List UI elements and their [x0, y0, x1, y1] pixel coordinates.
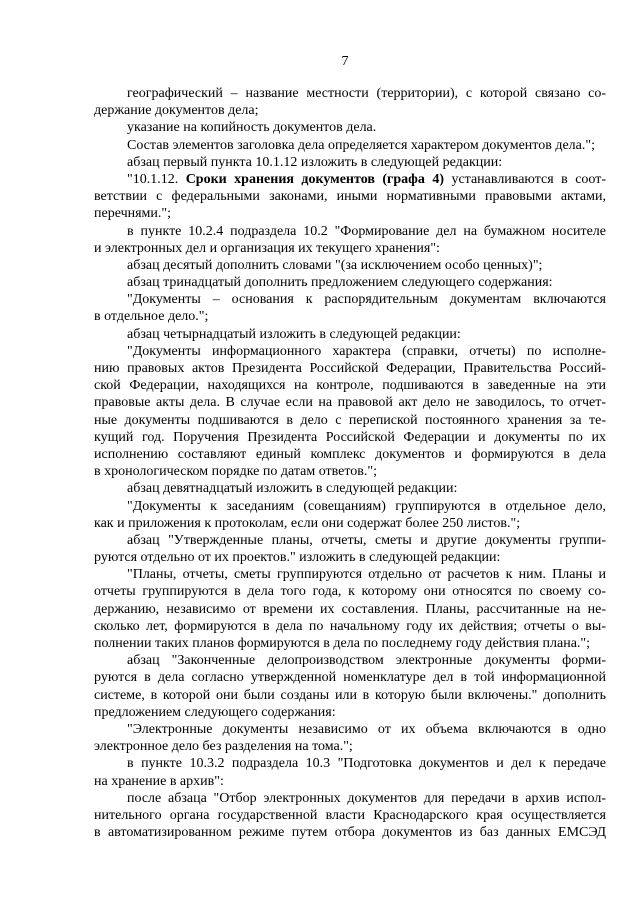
- paragraph: [94, 274, 606, 291]
- text-line: в автоматизированном режиме путем отбора документов из баз данных ЕМСЭД: [94, 825, 606, 841]
- paragraph: [94, 154, 606, 171]
- text-line: ные документы подшиваются в дело с перепиской постоянного хранения за те-: [94, 412, 606, 428]
- text-line: ветствии с федеральными законами, иными нормативными правовыми актами,: [94, 189, 606, 205]
- text-line: абзац "Утвержденные планы, отчеты, сметы и другие документы группи-: [127, 532, 606, 548]
- paragraph: [94, 171, 606, 223]
- paragraph: [94, 137, 606, 154]
- paragraph: [94, 119, 606, 136]
- paragraph: [94, 291, 606, 325]
- text-line: системе, в которой они были созданы или в которую были включены." дополнить: [94, 687, 606, 703]
- paragraph: [94, 498, 606, 532]
- paragraph: [94, 85, 606, 119]
- text-line: отчеты группируются в дела того года, к которому они относятся по своему со-: [94, 584, 606, 600]
- text-line: на хранение в архив":: [94, 773, 224, 789]
- text-line: правовые акты дела. В случае если на правовой акт дело не заводилось, то отчет-: [94, 395, 606, 411]
- paragraph: [94, 223, 606, 257]
- text-line: руются отдельно от их проектов." изложить в следующей редакции:: [94, 550, 501, 566]
- text-line: полнении таких планов формируются в дела по последнему году действия плана.";: [94, 636, 591, 651]
- text-line: электронное дело без разделения на тома.";: [94, 739, 353, 755]
- text-line: в пункте 10.3.2 подраздела 10.3 "Подготовка документов и дел к передаче: [127, 756, 606, 772]
- bold-term: Сроки хранения документов (графа 4): [185, 171, 444, 187]
- text-line: "Документы к заседаниям (совещаниям) группируются в отдельное дело,: [127, 498, 606, 514]
- text-line: абзац десятый дополнить словами "(за исключением особо ценных)";: [127, 257, 543, 273]
- text-line: абзац первый пункта 10.1.12 изложить в следующей редакции:: [127, 154, 503, 170]
- text-line: держанию, независимо от времени их составления. Планы, рассчитанные на не-: [94, 601, 606, 617]
- text-line: кущий год. Поручения Президента Российской Федерации и документы по их: [94, 429, 606, 445]
- text-line: в хронологическом порядке по датам ответов.";: [94, 464, 378, 480]
- document-body: [94, 85, 606, 841]
- text-line: предложением следующего содержания:: [94, 704, 336, 720]
- text-line: Состав элементов заголовка дела определяется характером документов дела.";: [127, 137, 595, 153]
- text-segment: "10.1.12.: [127, 171, 186, 187]
- text-line: после абзаца "Отбор электронных документов для передачи в архив испол-: [127, 790, 606, 806]
- paragraph: [94, 480, 606, 497]
- text-segment: устанавливаются в соот-: [444, 171, 606, 187]
- text-line: руются в дела согласно утвержденной номенклатуре дел в той информационной: [94, 670, 606, 686]
- paragraph: [94, 790, 606, 842]
- text-line: "Документы информационного характера (справки, отчеты) по исполне-: [127, 343, 606, 359]
- paragraph: [94, 721, 606, 755]
- paragraph: [94, 755, 606, 789]
- text-line: нительного органа государственной власти Краснодарского края осуществляется: [94, 807, 606, 823]
- text-line: абзац девятнадцатый изложить в следующей редакции:: [127, 481, 458, 497]
- text-line: нию правовых актов Президента Российской Федерации, Правительства Россий-: [94, 361, 606, 376]
- text-line: указание на копийность документов дела.: [127, 120, 377, 136]
- paragraph: [94, 566, 606, 652]
- text-line: [94, 171, 606, 188]
- paragraph: [94, 343, 606, 481]
- page-number: 7: [341, 54, 349, 69]
- text-line: исполнению составляют единый комплекс документов и формируются в дела: [94, 446, 606, 462]
- text-line: перечнями.";: [94, 206, 171, 222]
- text-line: географический – название местности (территории), с которой связано со-: [127, 86, 606, 101]
- text-line: "Планы, отчеты, сметы группируются отдельно от расчетов к ним. Планы и: [127, 567, 606, 583]
- text-line: "Электронные документы независимо от их объема включаются в одно: [127, 721, 606, 737]
- text-line: в отдельное дело.";: [94, 309, 209, 325]
- text-line: в пункте 10.2.4 подраздела 10.2 "Формирование дел на бумажном носителе: [127, 223, 606, 239]
- text-line: абзац четырнадцатый изложить в следующей редакции:: [127, 326, 461, 342]
- paragraph: [94, 257, 606, 274]
- text-line: ской Федерации, находящихся на контроле, подшиваются в заведенные на эти: [94, 378, 606, 394]
- paragraph: [94, 652, 606, 721]
- text-line: "Документы – основания к распорядительным документам включаются: [127, 292, 606, 308]
- text-line: абзац "Законченные делопроизводством электронные документы форми-: [127, 653, 606, 669]
- paragraph: [94, 532, 606, 566]
- text-line: сколько лет, формируются в дела по начальному году их действия; отчеты о вы-: [94, 618, 606, 634]
- text-line: абзац тринадцатый дополнить предложением следующего содержания:: [127, 275, 553, 291]
- text-line: и электронных дел и организация их текущего хранения":: [94, 240, 440, 256]
- text-line: как и приложения к протоколам, если они содержат более 250 листов.";: [94, 515, 521, 531]
- paragraph: [94, 326, 606, 343]
- text-line: держание документов дела;: [94, 103, 259, 119]
